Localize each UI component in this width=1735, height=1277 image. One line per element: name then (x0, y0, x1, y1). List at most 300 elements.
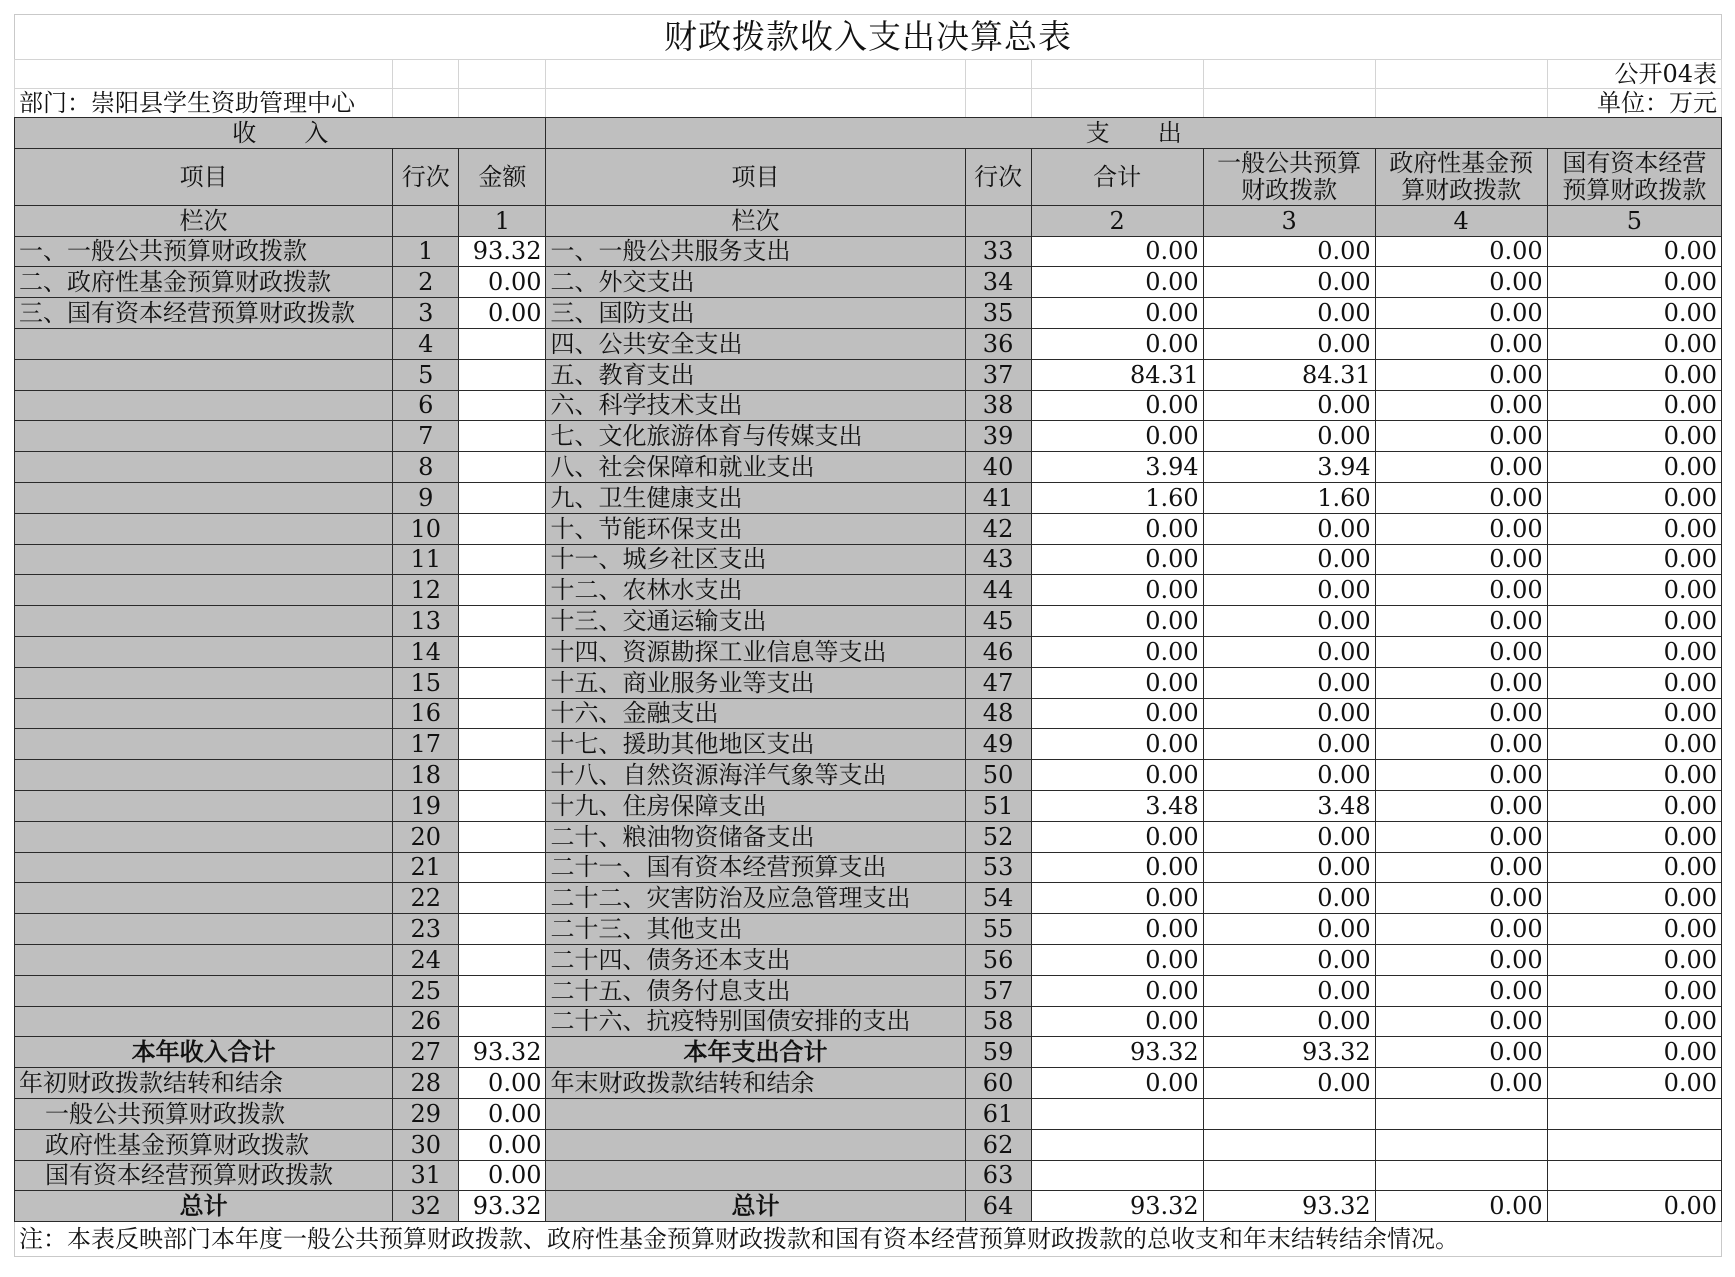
income-item: 二、政府性基金预算财政拨款 (15, 267, 393, 298)
table-row (15, 729, 1722, 760)
expense-item: 十、节能环保支出 (546, 513, 965, 544)
expense-general: 0.00 (1203, 914, 1375, 945)
income-row-no: 1 (393, 236, 459, 267)
expense-general: 3.94 (1203, 452, 1375, 483)
footnote: 注：本表反映部门本年度一般公共预算财政拨款、政府性基金预算财政拨款和国有资本经营预算财政拨款的总收支和年末结转结余情况。 (14, 1222, 1722, 1257)
end-balance-no: 60 (965, 1068, 1031, 1099)
expense-capital: 0.00 (1547, 421, 1721, 452)
expense-capital: 0.00 (1547, 1006, 1721, 1037)
expense-item: 八、社会保障和就业支出 (546, 452, 965, 483)
general-budget-header: 一般公共预算财政拨款 (1203, 148, 1375, 205)
grand-exp-fund: 0.00 (1375, 1191, 1547, 1222)
income-total-no: 27 (393, 1037, 459, 1068)
income-item (15, 390, 393, 421)
grand-exp-total: 93.32 (1031, 1191, 1203, 1222)
expense-item: 二十一、国有资本经营预算支出 (546, 852, 965, 883)
income-row-no: 19 (393, 790, 459, 821)
expense-row-no: 44 (965, 575, 1031, 606)
income-amount (459, 821, 546, 852)
sub-capital-no: 31 (393, 1160, 459, 1191)
income-amount (459, 729, 546, 760)
expense-general: 0.00 (1203, 975, 1375, 1006)
unit-label: 单位：万元 (1547, 89, 1721, 118)
grand-exp-label: 总计 (546, 1191, 965, 1222)
income-item (15, 452, 393, 483)
income-header: 收 入 (15, 118, 546, 149)
expense-fund: 0.00 (1375, 575, 1547, 606)
sub-general-no: 29 (393, 1098, 459, 1129)
expense-total: 0.00 (1031, 821, 1203, 852)
end-balance-total: 0.00 (1031, 1068, 1203, 1099)
expense-row-no: 41 (965, 482, 1031, 513)
expense-item: 二十三、其他支出 (546, 914, 965, 945)
income-item (15, 606, 393, 637)
expense-general: 0.00 (1203, 328, 1375, 359)
income-amount (459, 390, 546, 421)
table-row (15, 883, 1722, 914)
income-item (15, 636, 393, 667)
income-row-no: 5 (393, 359, 459, 390)
expense-fund: 0.00 (1375, 698, 1547, 729)
expense-general: 0.00 (1203, 267, 1375, 298)
expense-general: 0.00 (1203, 636, 1375, 667)
income-item (15, 852, 393, 883)
expense-general: 0.00 (1203, 698, 1375, 729)
expense-item: 十四、资源勘探工业信息等支出 (546, 636, 965, 667)
income-amount (459, 421, 546, 452)
expense-row-no: 33 (965, 236, 1031, 267)
expense-item: 十九、住房保障支出 (546, 790, 965, 821)
expense-general: 0.00 (1203, 821, 1375, 852)
expense-total: 0.00 (1031, 390, 1203, 421)
expense-row-no: 53 (965, 852, 1031, 883)
expense-general: 0.00 (1203, 606, 1375, 637)
expense-fund: 0.00 (1375, 452, 1547, 483)
income-item (15, 575, 393, 606)
expense-general: 0.00 (1203, 575, 1375, 606)
income-row-no: 10 (393, 513, 459, 544)
income-item (15, 821, 393, 852)
expense-general: 3.48 (1203, 790, 1375, 821)
expense-row-no-header: 行次 (965, 148, 1031, 205)
expense-fund: 0.00 (1375, 914, 1547, 945)
income-row-no: 16 (393, 698, 459, 729)
expense-row-no: 42 (965, 513, 1031, 544)
income-row-no: 18 (393, 760, 459, 791)
income-row-no: 26 (393, 1006, 459, 1037)
expense-row-no: 45 (965, 606, 1031, 637)
expense-item: 二十六、抗疫特别国债安排的支出 (546, 1006, 965, 1037)
expense-item: 二、外交支出 (546, 267, 965, 298)
expense-total-label: 本年支出合计 (546, 1037, 965, 1068)
expense-item: 二十二、灾害防治及应急管理支出 (546, 883, 965, 914)
expense-item: 三、国防支出 (546, 298, 965, 329)
report-table (14, 59, 1722, 1222)
expense-row-no: 38 (965, 390, 1031, 421)
income-row-no: 25 (393, 975, 459, 1006)
income-item (15, 729, 393, 760)
income-item (15, 760, 393, 791)
income-item (15, 482, 393, 513)
expense-general: 0.00 (1203, 729, 1375, 760)
expense-general: 0.00 (1203, 944, 1375, 975)
expense-fund: 0.00 (1375, 729, 1547, 760)
expense-capital: 0.00 (1547, 821, 1721, 852)
income-amount (459, 883, 546, 914)
expense-item: 十一、城乡社区支出 (546, 544, 965, 575)
report-title: 财政拨款收入支出决算总表 (14, 14, 1722, 59)
expense-capital: 0.00 (1547, 482, 1721, 513)
table-row (15, 482, 1722, 513)
expense-row-no: 48 (965, 698, 1031, 729)
expense-fund: 0.00 (1375, 544, 1547, 575)
table-row (15, 944, 1722, 975)
end-balance-fund: 0.00 (1375, 1068, 1547, 1099)
table-row (15, 790, 1722, 821)
sub-capital-amount: 0.00 (459, 1160, 546, 1191)
expense-item: 六、科学技术支出 (546, 390, 965, 421)
income-row-no: 22 (393, 883, 459, 914)
expense-capital: 0.00 (1547, 606, 1721, 637)
expense-row-no: 40 (965, 452, 1031, 483)
expense-capital: 0.00 (1547, 513, 1721, 544)
income-row-no: 4 (393, 328, 459, 359)
expense-capital: 0.00 (1547, 975, 1721, 1006)
expense-total-value: 93.32 (1031, 1037, 1203, 1068)
income-item (15, 544, 393, 575)
expense-capital: 0.00 (1547, 267, 1721, 298)
expense-capital: 0.00 (1547, 883, 1721, 914)
expense-item: 九、卫生健康支出 (546, 482, 965, 513)
expense-fund: 0.00 (1375, 944, 1547, 975)
table-row (15, 298, 1722, 329)
expense-item: 二十四、债务还本支出 (546, 944, 965, 975)
expense-total: 0.00 (1031, 944, 1203, 975)
report-sheet (14, 14, 1722, 1257)
income-amount: 0.00 (459, 267, 546, 298)
expense-general: 0.00 (1203, 544, 1375, 575)
end-balance-capital: 0.00 (1547, 1068, 1721, 1099)
expense-fund: 0.00 (1375, 790, 1547, 821)
expense-capital: 0.00 (1547, 914, 1721, 945)
expense-fund: 0.00 (1375, 267, 1547, 298)
income-row-no: 12 (393, 575, 459, 606)
expense-total: 0.00 (1031, 852, 1203, 883)
expense-fund: 0.00 (1375, 482, 1547, 513)
expense-capital: 0.00 (1547, 575, 1721, 606)
income-amount (459, 914, 546, 945)
expense-row-no: 46 (965, 636, 1031, 667)
expense-general: 0.00 (1203, 883, 1375, 914)
expense-fund: 0.00 (1375, 513, 1547, 544)
income-total-label: 本年收入合计 (15, 1037, 393, 1068)
sub-fund-exp-no: 62 (965, 1129, 1031, 1160)
expense-fund: 0.00 (1375, 883, 1547, 914)
income-amount (459, 328, 546, 359)
sub-capital-exp-no: 63 (965, 1160, 1031, 1191)
expense-total: 0.00 (1031, 698, 1203, 729)
expense-total: 0.00 (1031, 1006, 1203, 1037)
sub-capital-label: 国有资本经营预算财政拨款 (15, 1160, 393, 1191)
income-amount (459, 636, 546, 667)
expense-total: 0.00 (1031, 760, 1203, 791)
expense-capital: 0.00 (1547, 698, 1721, 729)
table-row (15, 513, 1722, 544)
income-amount (459, 359, 546, 390)
income-item: 三、国有资本经营预算财政拨款 (15, 298, 393, 329)
expense-capital: 0.00 (1547, 760, 1721, 791)
expense-fund: 0.00 (1375, 328, 1547, 359)
sub-general-exp-no: 61 (965, 1098, 1031, 1129)
expense-general: 0.00 (1203, 390, 1375, 421)
expense-item: 十八、自然资源海洋气象等支出 (546, 760, 965, 791)
expense-row-no: 58 (965, 1006, 1031, 1037)
expense-capital: 0.00 (1547, 852, 1721, 883)
expense-column-label: 栏次 (546, 205, 965, 236)
table-row (15, 267, 1722, 298)
income-amount (459, 513, 546, 544)
income-row-no: 15 (393, 667, 459, 698)
state-capital-header: 国有资本经营预算财政拨款 (1547, 148, 1721, 205)
expense-fund: 0.00 (1375, 421, 1547, 452)
column-number-3: 3 (1203, 205, 1375, 236)
income-row-no-header: 行次 (393, 148, 459, 205)
expense-total-fund: 0.00 (1375, 1037, 1547, 1068)
gov-fund-header: 政府性基金预算财政拨款 (1375, 148, 1547, 205)
income-amount (459, 575, 546, 606)
table-row (15, 236, 1722, 267)
expense-general: 0.00 (1203, 236, 1375, 267)
column-number-1: 1 (459, 205, 546, 236)
expense-fund: 0.00 (1375, 667, 1547, 698)
expense-fund: 0.00 (1375, 390, 1547, 421)
expense-row-no: 54 (965, 883, 1031, 914)
income-item (15, 698, 393, 729)
income-amount (459, 975, 546, 1006)
expense-capital: 0.00 (1547, 298, 1721, 329)
income-amount (459, 482, 546, 513)
expense-row-no: 36 (965, 328, 1031, 359)
expense-row-no: 51 (965, 790, 1031, 821)
expense-general: 0.00 (1203, 852, 1375, 883)
income-row-no: 21 (393, 852, 459, 883)
table-row (15, 636, 1722, 667)
expense-total-no: 59 (965, 1037, 1031, 1068)
income-amount (459, 544, 546, 575)
income-total-amount: 93.32 (459, 1037, 546, 1068)
expense-item: 五、教育支出 (546, 359, 965, 390)
expense-total-capital: 0.00 (1547, 1037, 1721, 1068)
expense-fund: 0.00 (1375, 821, 1547, 852)
expense-item-header: 项目 (546, 148, 965, 205)
expense-row-no: 37 (965, 359, 1031, 390)
income-row-no: 11 (393, 544, 459, 575)
expense-total: 3.94 (1031, 452, 1203, 483)
column-number-5: 5 (1547, 205, 1721, 236)
begin-balance-label: 年初财政拨款结转和结余 (15, 1068, 393, 1099)
expense-row-no: 55 (965, 914, 1031, 945)
expense-item: 四、公共安全支出 (546, 328, 965, 359)
sub-fund-label: 政府性基金预算财政拨款 (15, 1129, 393, 1160)
table-row (15, 698, 1722, 729)
income-item (15, 790, 393, 821)
table-row (15, 421, 1722, 452)
income-row-no: 20 (393, 821, 459, 852)
expense-item: 十二、农林水支出 (546, 575, 965, 606)
expense-row-no: 39 (965, 421, 1031, 452)
expense-total: 0.00 (1031, 236, 1203, 267)
income-item (15, 944, 393, 975)
expense-total: 0.00 (1031, 513, 1203, 544)
expense-total: 0.00 (1031, 267, 1203, 298)
income-amount (459, 606, 546, 637)
expense-row-no: 43 (965, 544, 1031, 575)
income-item (15, 975, 393, 1006)
income-row-no: 8 (393, 452, 459, 483)
table-row (15, 760, 1722, 791)
table-row (15, 328, 1722, 359)
expense-capital: 0.00 (1547, 944, 1721, 975)
data-rows (15, 236, 1722, 1037)
expense-row-no: 57 (965, 975, 1031, 1006)
expense-item: 七、文化旅游体育与传媒支出 (546, 421, 965, 452)
summary-rows (15, 1037, 1722, 1222)
end-balance-label: 年末财政拨款结转和结余 (546, 1068, 965, 1099)
table-row (15, 852, 1722, 883)
expense-capital: 0.00 (1547, 544, 1721, 575)
expense-general: 0.00 (1203, 667, 1375, 698)
expense-fund: 0.00 (1375, 852, 1547, 883)
sub-fund-amount: 0.00 (459, 1129, 546, 1160)
income-item (15, 359, 393, 390)
expense-row-no: 50 (965, 760, 1031, 791)
table-preheader (15, 60, 1722, 118)
begin-balance-amount: 0.00 (459, 1068, 546, 1099)
table-row (15, 359, 1722, 390)
form-code: 公开04表 (1547, 60, 1721, 89)
income-row-no: 7 (393, 421, 459, 452)
end-balance-general: 0.00 (1203, 1068, 1375, 1099)
income-row-no: 3 (393, 298, 459, 329)
expense-capital: 0.00 (1547, 636, 1721, 667)
income-row-no: 24 (393, 944, 459, 975)
income-row-no: 9 (393, 482, 459, 513)
expense-total: 0.00 (1031, 883, 1203, 914)
sub-fund-no: 30 (393, 1129, 459, 1160)
income-amount (459, 452, 546, 483)
income-item (15, 914, 393, 945)
table-row (15, 606, 1722, 637)
table-row (15, 1006, 1722, 1037)
expense-total-general: 93.32 (1203, 1037, 1375, 1068)
expense-total: 0.00 (1031, 328, 1203, 359)
expense-total: 0.00 (1031, 667, 1203, 698)
grand-total-amount: 93.32 (459, 1191, 546, 1222)
expense-total: 0.00 (1031, 729, 1203, 760)
table-row (15, 821, 1722, 852)
expense-capital: 0.00 (1547, 452, 1721, 483)
income-amount (459, 944, 546, 975)
income-amount (459, 698, 546, 729)
expense-row-no: 47 (965, 667, 1031, 698)
income-amount: 0.00 (459, 298, 546, 329)
expense-item: 十六、金融支出 (546, 698, 965, 729)
expense-item: 二十、粮油物资储备支出 (546, 821, 965, 852)
income-amount (459, 790, 546, 821)
expense-fund: 0.00 (1375, 760, 1547, 791)
expense-fund: 0.00 (1375, 1006, 1547, 1037)
expense-total: 0.00 (1031, 298, 1203, 329)
expense-header: 支 出 (546, 118, 1722, 149)
expense-item: 十七、援助其他地区支出 (546, 729, 965, 760)
column-number-4: 4 (1375, 205, 1547, 236)
income-row-no: 14 (393, 636, 459, 667)
expense-general: 84.31 (1203, 359, 1375, 390)
expense-total: 1.60 (1031, 482, 1203, 513)
expense-fund: 0.00 (1375, 236, 1547, 267)
expense-capital: 0.00 (1547, 729, 1721, 760)
grand-exp-no: 64 (965, 1191, 1031, 1222)
expense-total: 0.00 (1031, 575, 1203, 606)
income-item (15, 667, 393, 698)
expense-general: 0.00 (1203, 513, 1375, 544)
expense-item: 十三、交通运输支出 (546, 606, 965, 637)
expense-total: 0.00 (1031, 544, 1203, 575)
expense-row-no: 56 (965, 944, 1031, 975)
income-amount (459, 667, 546, 698)
income-amount-header: 金额 (459, 148, 546, 205)
table-row (15, 390, 1722, 421)
grand-total-label: 总计 (15, 1191, 393, 1222)
expense-item: 十五、商业服务业等支出 (546, 667, 965, 698)
income-item (15, 421, 393, 452)
expense-capital: 0.00 (1547, 236, 1721, 267)
expense-row-no: 49 (965, 729, 1031, 760)
table-row (15, 544, 1722, 575)
income-item (15, 883, 393, 914)
grand-total-no: 32 (393, 1191, 459, 1222)
expense-item: 一、一般公共服务支出 (546, 236, 965, 267)
sub-general-label: 一般公共预算财政拨款 (15, 1098, 393, 1129)
expense-total: 0.00 (1031, 421, 1203, 452)
income-item (15, 513, 393, 544)
table-row (15, 452, 1722, 483)
table-row (15, 914, 1722, 945)
income-amount (459, 852, 546, 883)
income-row-no: 23 (393, 914, 459, 945)
expense-total: 84.31 (1031, 359, 1203, 390)
income-row-no: 6 (393, 390, 459, 421)
column-number-2: 2 (1031, 205, 1203, 236)
income-amount (459, 1006, 546, 1037)
expense-row-no: 34 (965, 267, 1031, 298)
grand-exp-capital: 0.00 (1547, 1191, 1721, 1222)
table-body (15, 118, 1722, 237)
expense-capital: 0.00 (1547, 667, 1721, 698)
expense-total: 3.48 (1031, 790, 1203, 821)
expense-capital: 0.00 (1547, 790, 1721, 821)
expense-capital: 0.00 (1547, 390, 1721, 421)
expense-fund: 0.00 (1375, 636, 1547, 667)
income-item (15, 328, 393, 359)
income-item (15, 1006, 393, 1037)
expense-general: 0.00 (1203, 298, 1375, 329)
expense-total: 0.00 (1031, 914, 1203, 945)
expense-total: 0.00 (1031, 636, 1203, 667)
expense-general: 1.60 (1203, 482, 1375, 513)
expense-item: 二十五、债务付息支出 (546, 975, 965, 1006)
sub-general-amount: 0.00 (459, 1098, 546, 1129)
